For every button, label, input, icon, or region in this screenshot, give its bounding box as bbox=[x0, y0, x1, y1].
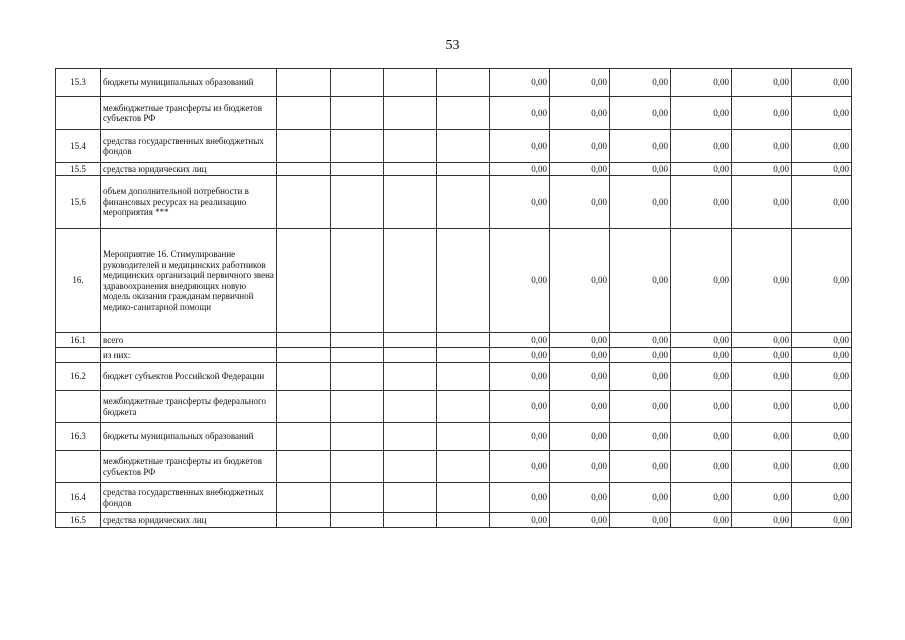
empty-cell bbox=[384, 229, 437, 333]
row-description: средства юридических лиц bbox=[101, 163, 277, 176]
empty-cell bbox=[277, 163, 331, 176]
value-cell: 0,00 bbox=[792, 229, 852, 333]
value-cell: 0,00 bbox=[610, 348, 671, 363]
value-cell: 0,00 bbox=[732, 97, 792, 130]
empty-cell bbox=[384, 451, 437, 483]
empty-cell bbox=[384, 391, 437, 423]
value-cell: 0,00 bbox=[490, 130, 550, 163]
value-cell: 0,00 bbox=[792, 333, 852, 348]
empty-cell bbox=[437, 363, 490, 391]
empty-cell bbox=[277, 130, 331, 163]
row-number: 16.1 bbox=[56, 333, 101, 348]
empty-cell bbox=[384, 97, 437, 130]
page-number: 53 bbox=[445, 38, 460, 53]
value-cell: 0,00 bbox=[490, 451, 550, 483]
value-cell: 0,00 bbox=[792, 163, 852, 176]
empty-cell bbox=[331, 483, 384, 513]
row-number: 16.2 bbox=[56, 363, 101, 391]
empty-cell bbox=[331, 391, 384, 423]
empty-cell bbox=[331, 69, 384, 97]
empty-cell bbox=[437, 483, 490, 513]
value-cell: 0,00 bbox=[792, 97, 852, 130]
value-cell: 0,00 bbox=[550, 348, 610, 363]
empty-cell bbox=[277, 69, 331, 97]
empty-cell bbox=[384, 513, 437, 528]
empty-cell bbox=[437, 513, 490, 528]
empty-cell bbox=[277, 229, 331, 333]
table-body bbox=[56, 69, 852, 528]
value-cell: 0,00 bbox=[671, 163, 732, 176]
row-number: 16.4 bbox=[56, 483, 101, 513]
value-cell: 0,00 bbox=[550, 391, 610, 423]
row-number bbox=[56, 451, 101, 483]
empty-cell bbox=[277, 483, 331, 513]
value-cell: 0,00 bbox=[550, 163, 610, 176]
value-cell: 0,00 bbox=[490, 513, 550, 528]
empty-cell bbox=[331, 451, 384, 483]
value-cell: 0,00 bbox=[550, 363, 610, 391]
value-cell: 0,00 bbox=[792, 391, 852, 423]
value-cell: 0,00 bbox=[671, 391, 732, 423]
table-row bbox=[56, 333, 852, 348]
value-cell: 0,00 bbox=[610, 176, 671, 229]
empty-cell bbox=[437, 333, 490, 348]
empty-cell bbox=[384, 176, 437, 229]
value-cell: 0,00 bbox=[610, 229, 671, 333]
empty-cell bbox=[331, 163, 384, 176]
empty-cell bbox=[331, 513, 384, 528]
value-cell: 0,00 bbox=[792, 513, 852, 528]
value-cell: 0,00 bbox=[732, 483, 792, 513]
row-description: средства государственных внебюджетных фондов bbox=[101, 483, 277, 513]
table-row bbox=[56, 391, 852, 423]
value-cell: 0,00 bbox=[732, 348, 792, 363]
row-description: межбюджетные трансферты из бюджетов субъектов РФ bbox=[101, 451, 277, 483]
value-cell: 0,00 bbox=[732, 163, 792, 176]
row-description: из них: bbox=[101, 348, 277, 363]
empty-cell bbox=[331, 97, 384, 130]
table-row bbox=[56, 176, 852, 229]
value-cell: 0,00 bbox=[550, 97, 610, 130]
empty-cell bbox=[437, 176, 490, 229]
value-cell: 0,00 bbox=[732, 333, 792, 348]
value-cell: 0,00 bbox=[792, 483, 852, 513]
table-row bbox=[56, 483, 852, 513]
value-cell: 0,00 bbox=[732, 363, 792, 391]
empty-cell bbox=[277, 391, 331, 423]
row-description: всего bbox=[101, 333, 277, 348]
row-number bbox=[56, 391, 101, 423]
value-cell: 0,00 bbox=[610, 69, 671, 97]
empty-cell bbox=[277, 348, 331, 363]
empty-cell bbox=[384, 363, 437, 391]
value-cell: 0,00 bbox=[610, 513, 671, 528]
value-cell: 0,00 bbox=[550, 176, 610, 229]
empty-cell bbox=[437, 451, 490, 483]
value-cell: 0,00 bbox=[671, 97, 732, 130]
value-cell: 0,00 bbox=[490, 391, 550, 423]
value-cell: 0,00 bbox=[550, 513, 610, 528]
table-row bbox=[56, 69, 852, 97]
value-cell: 0,00 bbox=[550, 423, 610, 451]
row-description: средства юридических лиц bbox=[101, 513, 277, 528]
value-cell: 0,00 bbox=[732, 513, 792, 528]
value-cell: 0,00 bbox=[671, 229, 732, 333]
value-cell: 0,00 bbox=[732, 391, 792, 423]
value-cell: 0,00 bbox=[490, 363, 550, 391]
value-cell: 0,00 bbox=[490, 97, 550, 130]
empty-cell bbox=[277, 97, 331, 130]
value-cell: 0,00 bbox=[732, 423, 792, 451]
value-cell: 0,00 bbox=[610, 363, 671, 391]
value-cell: 0,00 bbox=[610, 391, 671, 423]
empty-cell bbox=[277, 333, 331, 348]
value-cell: 0,00 bbox=[550, 69, 610, 97]
value-cell: 0,00 bbox=[610, 163, 671, 176]
value-cell: 0,00 bbox=[792, 176, 852, 229]
table-row bbox=[56, 130, 852, 163]
empty-cell bbox=[384, 348, 437, 363]
empty-cell bbox=[437, 97, 490, 130]
value-cell: 0,00 bbox=[671, 69, 732, 97]
table-row bbox=[56, 451, 852, 483]
row-number: 15.3 bbox=[56, 69, 101, 97]
value-cell: 0,00 bbox=[490, 423, 550, 451]
empty-cell bbox=[331, 363, 384, 391]
row-description: Мероприятие 16. Стимулирование руководителей и медицинских работников медицинских организаций первичного звена здравоохранения внедряющих новую модель оказания гражданам первичной медико-санитарной помощи bbox=[101, 229, 277, 333]
value-cell: 0,00 bbox=[610, 333, 671, 348]
value-cell: 0,00 bbox=[671, 130, 732, 163]
row-number bbox=[56, 97, 101, 130]
row-description: межбюджетные трансферты из бюджетов субъектов РФ bbox=[101, 97, 277, 130]
table-row bbox=[56, 348, 852, 363]
empty-cell bbox=[331, 176, 384, 229]
empty-cell bbox=[331, 333, 384, 348]
empty-cell bbox=[384, 163, 437, 176]
empty-cell bbox=[437, 69, 490, 97]
empty-cell bbox=[384, 333, 437, 348]
value-cell: 0,00 bbox=[732, 130, 792, 163]
row-number: 16.5 bbox=[56, 513, 101, 528]
value-cell: 0,00 bbox=[792, 130, 852, 163]
value-cell: 0,00 bbox=[490, 176, 550, 229]
row-description: средства государственных внебюджетных фондов bbox=[101, 130, 277, 163]
value-cell: 0,00 bbox=[792, 69, 852, 97]
value-cell: 0,00 bbox=[490, 348, 550, 363]
value-cell: 0,00 bbox=[671, 423, 732, 451]
value-cell: 0,00 bbox=[792, 348, 852, 363]
empty-cell bbox=[331, 130, 384, 163]
value-cell: 0,00 bbox=[671, 451, 732, 483]
budget-table bbox=[55, 68, 852, 528]
row-description: бюджеты муниципальных образований bbox=[101, 423, 277, 451]
row-description: объем дополнительной потребности в финансовых ресурсах на реализацию мероприятия *** bbox=[101, 176, 277, 229]
row-number: 16. bbox=[56, 229, 101, 333]
value-cell: 0,00 bbox=[550, 333, 610, 348]
row-description: бюджет субъектов Российской Федерации bbox=[101, 363, 277, 391]
value-cell: 0,00 bbox=[490, 163, 550, 176]
value-cell: 0,00 bbox=[792, 363, 852, 391]
value-cell: 0,00 bbox=[732, 69, 792, 97]
empty-cell bbox=[437, 391, 490, 423]
value-cell: 0,00 bbox=[490, 483, 550, 513]
value-cell: 0,00 bbox=[671, 333, 732, 348]
value-cell: 0,00 bbox=[671, 176, 732, 229]
row-number bbox=[56, 348, 101, 363]
value-cell: 0,00 bbox=[550, 130, 610, 163]
empty-cell bbox=[384, 130, 437, 163]
empty-cell bbox=[384, 69, 437, 97]
table-row bbox=[56, 97, 852, 130]
value-cell: 0,00 bbox=[671, 363, 732, 391]
empty-cell bbox=[277, 451, 331, 483]
value-cell: 0,00 bbox=[490, 229, 550, 333]
value-cell: 0,00 bbox=[550, 229, 610, 333]
row-description: бюджеты муниципальных образований bbox=[101, 69, 277, 97]
table-row bbox=[56, 513, 852, 528]
empty-cell bbox=[437, 130, 490, 163]
empty-cell bbox=[331, 348, 384, 363]
value-cell: 0,00 bbox=[671, 348, 732, 363]
value-cell: 0,00 bbox=[732, 451, 792, 483]
value-cell: 0,00 bbox=[792, 423, 852, 451]
value-cell: 0,00 bbox=[490, 69, 550, 97]
empty-cell bbox=[331, 229, 384, 333]
empty-cell bbox=[277, 363, 331, 391]
empty-cell bbox=[277, 423, 331, 451]
row-number: 15.5 bbox=[56, 163, 101, 176]
table-row bbox=[56, 229, 852, 333]
empty-cell bbox=[437, 163, 490, 176]
value-cell: 0,00 bbox=[490, 333, 550, 348]
value-cell: 0,00 bbox=[610, 423, 671, 451]
value-cell: 0,00 bbox=[550, 451, 610, 483]
empty-cell bbox=[437, 423, 490, 451]
empty-cell bbox=[331, 423, 384, 451]
empty-cell bbox=[384, 423, 437, 451]
table-row bbox=[56, 423, 852, 451]
empty-cell bbox=[437, 348, 490, 363]
empty-cell bbox=[437, 229, 490, 333]
row-number: 15.6 bbox=[56, 176, 101, 229]
row-description: межбюджетные трансферты федерального бюджета bbox=[101, 391, 277, 423]
value-cell: 0,00 bbox=[610, 130, 671, 163]
value-cell: 0,00 bbox=[671, 483, 732, 513]
row-number: 15.4 bbox=[56, 130, 101, 163]
empty-cell bbox=[384, 483, 437, 513]
value-cell: 0,00 bbox=[732, 176, 792, 229]
value-cell: 0,00 bbox=[610, 97, 671, 130]
value-cell: 0,00 bbox=[732, 229, 792, 333]
value-cell: 0,00 bbox=[610, 451, 671, 483]
empty-cell bbox=[277, 176, 331, 229]
empty-cell bbox=[277, 513, 331, 528]
value-cell: 0,00 bbox=[550, 483, 610, 513]
value-cell: 0,00 bbox=[610, 483, 671, 513]
row-number: 16.3 bbox=[56, 423, 101, 451]
value-cell: 0,00 bbox=[792, 451, 852, 483]
value-cell: 0,00 bbox=[671, 513, 732, 528]
table-row bbox=[56, 363, 852, 391]
table-row bbox=[56, 163, 852, 176]
